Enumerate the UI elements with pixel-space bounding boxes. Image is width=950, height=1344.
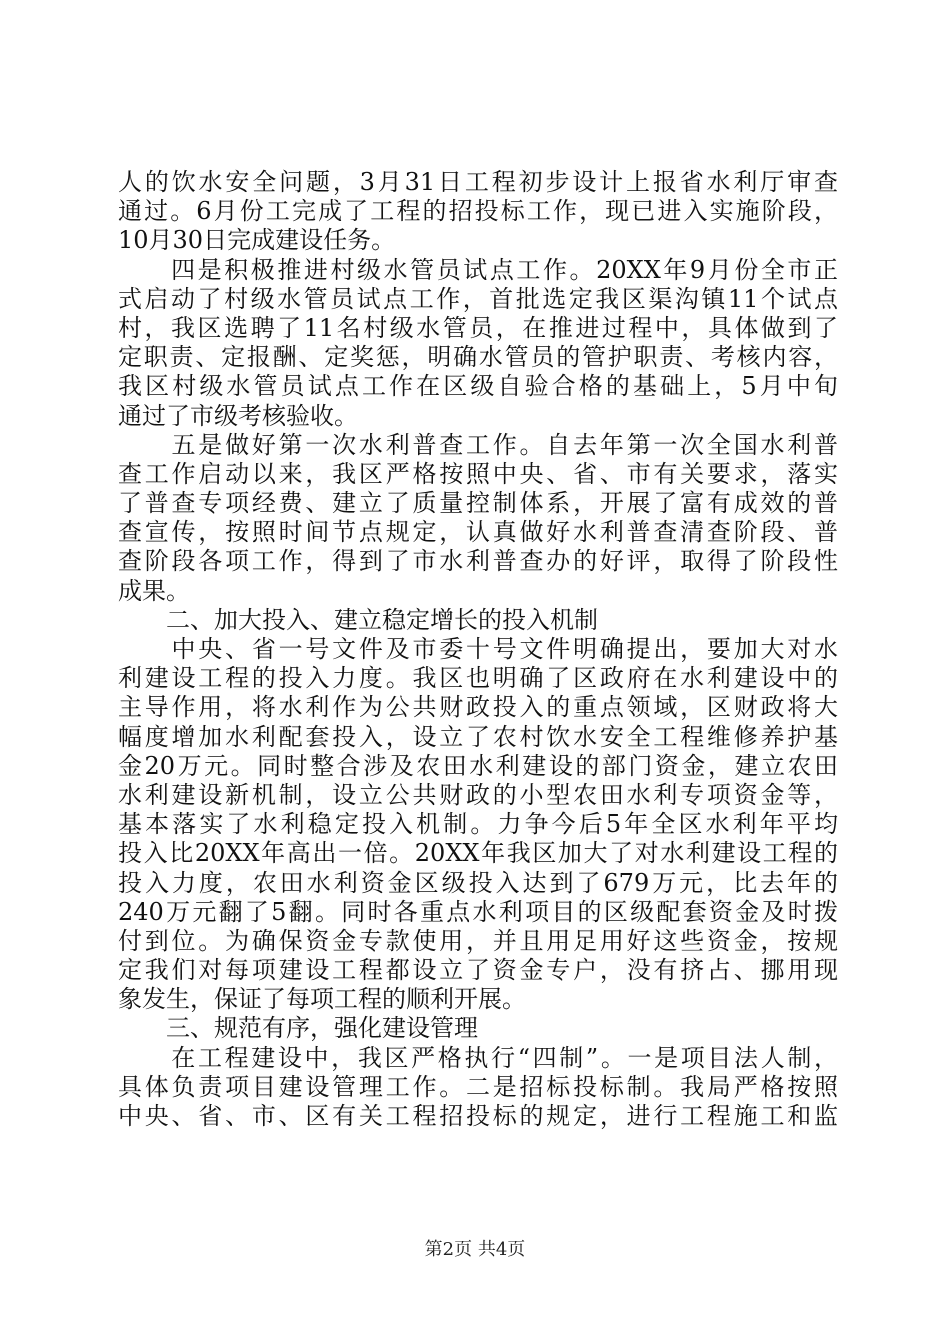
text-line: 成果。 — [118, 576, 190, 605]
text-line: 通过。6月份工完成了工程的招投标工作，现已进入实施阶段， — [118, 197, 838, 226]
text-line: 金20万元。同时整合涉及农田水利建设的部门资金，建立农田 — [118, 751, 838, 780]
text-line: 查阶段各项工作，得到了市水利普查办的好评，取得了阶段性 — [118, 547, 838, 576]
text-line: 投入力度，农田水利资金区级投入达到了679万元，比去年的 — [118, 868, 838, 897]
text-line: 定职责、定报酬、定奖惩，明确水管员的管护职责、考核内容， — [118, 343, 838, 372]
text-line: 式启动了村级水管员试点工作，首批选定我区渠沟镇11个试点 — [118, 284, 838, 313]
text-line: 水利建设新机制，设立公共财政的小型农田水利专项资金等， — [118, 780, 838, 809]
text-line: 幅度增加水利配套投入，设立了农村饮水安全工程维修养护基 — [118, 722, 838, 751]
text-line: 定我们对每项建设工程都设立了资金专户，没有挤占、挪用现 — [118, 956, 838, 985]
text-line: 查工作启动以来，我区严格按照中央、省、市有关要求，落实 — [118, 459, 838, 488]
text-line: 五是做好第一次水利普查工作。自去年第一次全国水利普 — [118, 430, 838, 459]
text-line: 四是积极推进村级水管员试点工作。20XX年9月份全市正 — [118, 255, 838, 284]
text-line: 中央、省一号文件及市委十号文件明确提出，要加大对水 — [118, 635, 838, 663]
text-line: 240万元翻了5翻。同时各重点水利项目的区级配套资金及时拨 — [118, 897, 838, 926]
text-line: 付到位。为确保资金专款使用，并且用足用好这些资金，按规 — [118, 926, 838, 955]
text-line: 投入比20XX年高出一倍。20XX年我区加大了对水利建设工程的 — [118, 839, 838, 868]
text-line: 基本落实了水利稳定投入机制。力争今后5年全区水利年平均 — [118, 810, 838, 839]
text-line: 我区村级水管员试点工作在区级自验合格的基础上，5月中旬 — [118, 372, 838, 401]
document-body — [118, 168, 838, 1131]
text-line: 了普查专项经费、建立了质量控制体系，开展了富有成效的普 — [118, 489, 838, 518]
text-line: 三、规范有序，强化建设管理 — [118, 1014, 478, 1043]
page-footer: 第2页 共4页 — [424, 1239, 526, 1260]
text-line: 中央、省、市、区有关工程招投标的规定，进行工程施工和监 — [118, 1102, 838, 1130]
text-line: 利建设工程的投入力度。我区也明确了区政府在水利建设中的 — [118, 664, 838, 693]
text-line: 查宣传，按照时间节点规定，认真做好水利普查清查阶段、普 — [118, 518, 838, 547]
text-line: 象发生，保证了每项工程的顺利开展。 — [118, 985, 526, 1014]
text-line: 具体负责项目建设管理工作。二是招标投标制。我局严格按照 — [118, 1072, 838, 1101]
text-line: 二、加大投入、建立稳定增长的投入机制 — [118, 605, 598, 634]
text-line: 10月30日完成建设任务。 — [118, 226, 396, 255]
text-line: 人的饮水安全问题，3月31日工程初步设计上报省水利厅审查 — [118, 168, 838, 196]
text-line: 在工程建设中，我区严格执行“四制”。一是项目法人制， — [118, 1043, 838, 1072]
text-line: 村，我区选聘了11名村级水管员，在推进过程中，具体做到了 — [118, 313, 838, 342]
text-line: 主导作用，将水利作为公共财政投入的重点领域，区财政将大 — [118, 693, 838, 722]
text-line: 通过了市级考核验收。 — [118, 401, 358, 430]
